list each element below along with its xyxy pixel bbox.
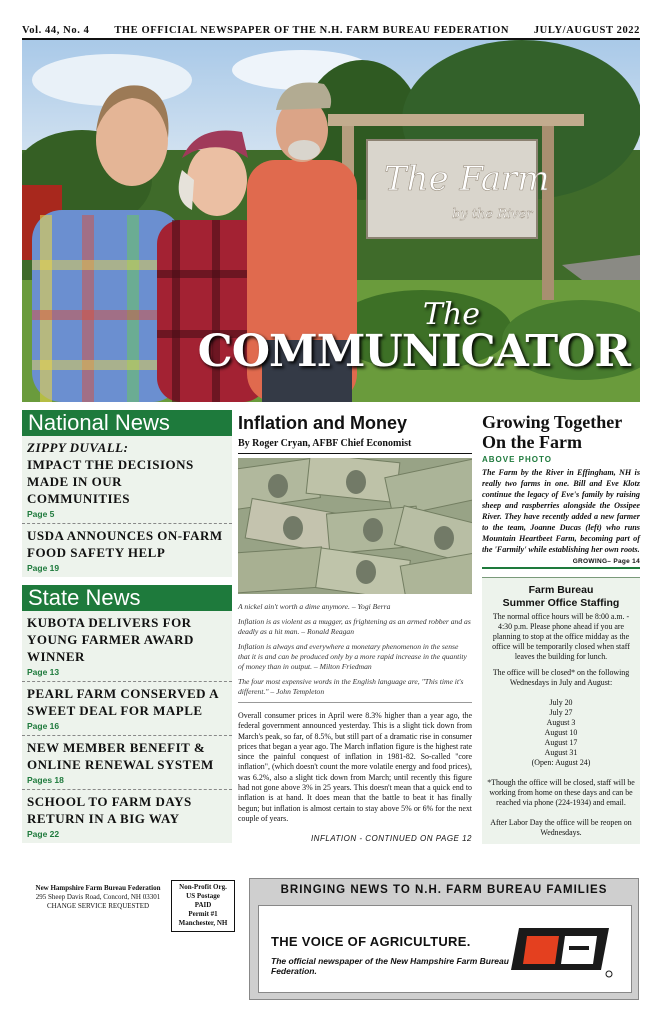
feature-column [482,412,640,844]
continued-link[interactable]: GROWING– Page 14 [572,558,640,565]
page-reference: Page 16 [27,721,60,731]
issue-date: JULY/AUGUST 2022 [533,24,640,36]
page-reference: Page 19 [27,563,60,573]
article-byline: By Roger Cryan, AFBF Chief Economist [238,438,472,454]
staffing-text: After Labor Day the office will be reopen on Wednesdays. [490,818,632,837]
title-communicator: COMMUNICATOR [197,326,630,377]
quote: Inflation is as violent as a mugger, as frightening as an armed robber and as deadly as a hit man. – Ronald Reagan [238,617,471,636]
list-item[interactable] [22,790,232,843]
list-item[interactable] [22,436,232,524]
volume-number: Vol. 44, No. 4 [22,24,90,36]
staffing-note: *Though the office will be closed, staff will be working from home on these days and can be reached via phone (224-1934) and email. [487,778,635,807]
street-address: 295 Sheep Davis Road, Concord, NH 03301 [35,893,161,901]
page-reference: Pages 18 [27,775,64,785]
office-staffing-box [482,577,640,844]
list-item: July 27 [549,708,573,717]
banner-panel [258,905,632,993]
list-item[interactable] [22,611,232,682]
voice-headline: THE VOICE OF AGRICULTURE. [271,934,471,949]
title-the: The [422,297,480,332]
page-reference: Page 5 [27,509,55,519]
list-item: August 10 [544,728,578,737]
list-item: (Open: August 24) [531,758,591,767]
state-news-heading: State News [22,585,232,611]
banner-heading: BRINGING NEWS TO N.H. FARM BUREAU FAMILIES [280,884,608,896]
closed-dates-list [485,698,637,768]
continued-link[interactable]: INFLATION - CONTINUED ON PAGE 12 [310,834,472,844]
photo-caption-label: ABOVE PHOTO [482,455,552,464]
staffing-text: The normal office hours will be 8:00 a.m. - 4:30 p.m. Please phone ahead if you are planning to stop at the office midday as the office will be temporarily closed when staff leaves the building for lunch. [492,612,630,661]
sign-text-line1: The Farm [384,159,550,199]
masthead [22,22,640,38]
money-photo [238,458,472,594]
list-item[interactable] [22,524,232,577]
photo-caption-body: The Farm by the River in Effingham, NH is really two farms in one. Bill and Eve Klotz continue the legacy of Eve's family by raising sheep and raspberries alongside the Ossipee River. They have recently added a new farmer to the team, Joanne Ducas (left) who runs Mountain Heartbeet Farm, becoming part of the 'Farmily' while establishing her own roots. [482,468,640,554]
list-item[interactable] [22,736,232,790]
mailing-address [28,884,168,911]
list-item: July 20 [549,698,573,707]
cover-photo [22,40,640,402]
list-item: August 17 [544,738,578,747]
postage-line: US Postage [186,892,220,900]
national-news-heading: National News [22,410,232,436]
postage-indicia [171,880,235,932]
news-title: USDA ANNOUNCES ON-FARM FOOD SAFETY HELP [27,528,223,560]
postage-line: Permit #1 [188,910,218,918]
newspaper-title [197,297,630,377]
divider [482,567,640,569]
news-title: SCHOOL TO FARM DAYS RETURN IN A BIG WAY [27,794,192,826]
list-item: August 3 [546,718,576,727]
news-title: PEARL FARM CONSERVED A SWEET DEAL FOR MAPLE [27,686,219,718]
postage-line: PAID [194,901,212,909]
divider [238,702,472,703]
quote: Inflation is always and everywhere a monetary phenomenon in the sense that it is and can be produced only by a more rapid increase in the quantity of money than in output. – Milton Friedman [238,642,467,671]
farm-bureau-logo-icon [505,924,615,980]
quote: The four most expensive words in the English language are, "This time it's different." – John Templeton [238,677,464,696]
quote: A nickel ain't worth a dime anymore. – Yogi Berra [238,602,391,611]
staffing-text: The office will be closed* on the following Wednesdays in July and August: [492,668,630,687]
postage-line: Manchester, NH [178,919,228,927]
money-photo-illustration [238,458,472,594]
voice-subtitle: The official newspaper of the New Hampshire Farm Bureau Federation. [271,956,509,976]
masthead-tagline: THE OFFICIAL NEWSPAPER OF THE N.H. FARM BUREAU FEDERATION [114,24,510,36]
list-item[interactable] [22,682,232,736]
news-title: ZIPPY DUVALL: [27,440,129,455]
article-title: Inflation and Money [238,413,407,433]
postage-line: Non-Profit Org. [179,883,227,891]
news-title: KUBOTA DELIVERS FOR YOUNG FARMER AWARD WINNER [27,615,194,664]
page-reference: Page 22 [27,829,60,839]
news-title: NEW MEMBER BENEFIT & ONLINE RENEWAL SYSTEM [27,740,214,772]
sign-text-line2: by the River [452,207,533,222]
feature-title: Growing Together On the Farm [482,412,622,452]
staffing-title: Summer Office Staffing [502,597,620,609]
page-reference: Page 13 [27,667,60,677]
article-body: Overall consumer prices in April were 8.3% higher than a year ago, the federal government announced yesterday. This is a slight tick down from March's peak, so far, of 8.5%, but still part of a dramatic rise in consumer prices that began a year ago. The March inflation figure is the highest rate since the painful conquest of inflation in 1981-82. So-called "core inflation", (which doesn't count the more volatile energy and food prices), was 6.2%, also a slight tick down from March; until recently this figure had not gone above 3% in 25 years. This doesn't mean that a quick end to inflation is at hand. It does mean that the battle to beat it has finally begun; but inflation is almost certain to stay above 5% or 6% for the next couple of years. [238,711,472,823]
service-requested: CHANGE SERVICE REQUESTED [46,902,150,910]
inflation-article [238,412,472,843]
org-name: New Hampshire Farm Bureau Federation [35,884,161,892]
news-title: IMPACT THE DECISIONS MADE IN OUR COMMUNITIES [27,457,194,506]
news-index-column [22,410,232,843]
footer-banner [249,878,639,1000]
staffing-title: Farm Bureau [528,584,594,596]
list-item: August 31 [544,748,578,757]
article-quotes [238,602,472,697]
